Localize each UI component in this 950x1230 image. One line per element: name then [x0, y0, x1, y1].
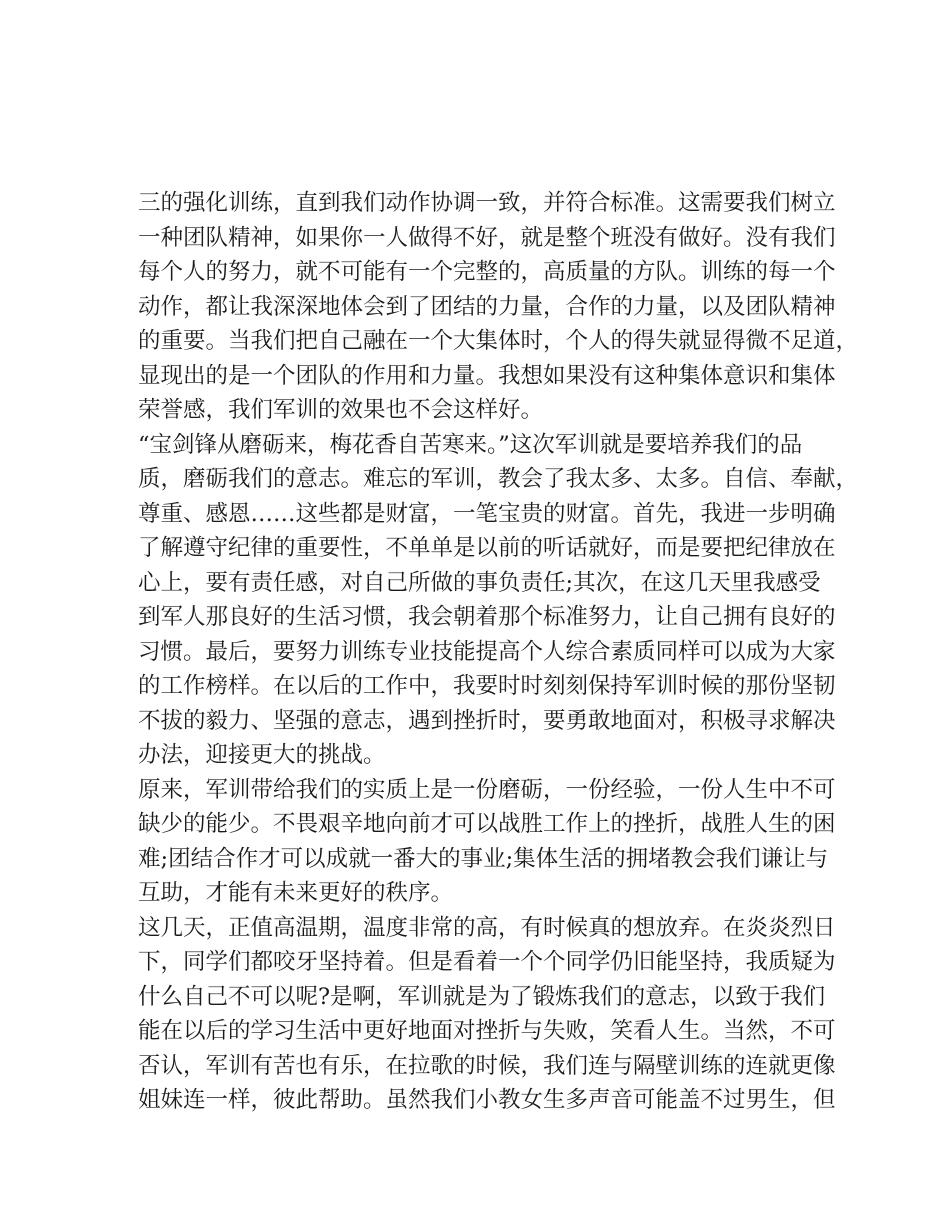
text-line: 显现出的是一个团队的作用和力量。我想如果没有这种集体意识和集体: [138, 362, 836, 389]
text-line: 能在以后的学习生活中更好地面对挫折与失败，笑看人生。当然，不可: [138, 1018, 836, 1044]
text-line: 荣誉感，我们军训的效果也不会这样好。: [138, 397, 544, 423]
text-line: 不拔的毅力、坚强的意志，遇到挫折时，要勇敢地面对，积极寻求解决: [138, 707, 836, 734]
text-line: 动作，都让我深深地体会到了团结的力量，合作的力量，以及团队精神: [138, 293, 836, 320]
text-line: “宝剑锋从磨砺来，梅花香自苦寒来。”这次军训就是要培养我们的品: [138, 431, 803, 458]
body-text: [138, 186, 859, 1118]
text-line: 尊重、感恩……这些都是财富，一笔宝贵的财富。首先，我进一步明确: [138, 500, 836, 527]
text-line: 这几天，正值高温期，温度非常的高，有时候真的想放弃。在炎炎烈日: [138, 914, 836, 941]
text-line: 原来，军训带给我们的实质上是一份磨砺，一份经验，一份人生中不可: [138, 776, 836, 803]
text-line: 了解遵守纪律的重要性，不单单是以前的听话就好，而是要把纪律放在: [138, 535, 836, 561]
text-line: 的重要。当我们把自己融在一个大集体时，个人的得失就显得微不足道，: [138, 328, 859, 354]
text-line: 习惯。最后，要努力训练专业技能提高个人综合素质同样可以成为大家: [138, 638, 836, 665]
text-line: 姐妹连一样，彼此帮助。虽然我们小教女生多声音可能盖不过男生，但: [138, 1087, 836, 1113]
text-line: 到军人那良好的生活习惯，我会朝着那个标准努力，让自己拥有良好的: [138, 604, 836, 630]
text-line: 三的强化训练，直到我们动作协调一致，并符合标准。这需要我们树立: [138, 190, 836, 216]
text-line: 质，磨砺我们的意志。难忘的军训，教会了我太多、太多。自信、奉献，: [138, 466, 859, 492]
text-line: 否认，军训有苦也有乐，在拉歌的时候，我们连与隔壁训练的连就更像: [138, 1052, 836, 1079]
text-line: 心上，要有责任感，对自己所做的事负责任;其次，在这几天里我感受: [138, 569, 821, 596]
text-line: 互助，才能有未来更好的秩序。: [138, 880, 454, 906]
text-line: 缺少的能少。不畏艰辛地向前才可以战胜工作上的挫折，战胜人生的困: [138, 811, 836, 837]
text-line: 一种团队精神，如果你一人做得不好，就是整个班没有做好。没有我们: [138, 224, 836, 251]
text-line: 什么自己不可以呢?是啊，军训就是为了锻炼我们的意志，以致于我们: [138, 983, 826, 1010]
text-line: 的工作榜样。在以后的工作中，我要时时刻刻保持军训时候的那份坚韧: [138, 673, 836, 699]
text-line: 办法，迎接更大的挑战。: [138, 742, 386, 768]
text-line: 每个人的努力，就不可能有一个完整的，高质量的方队。训练的每一个: [138, 259, 836, 285]
text-line: 下，同学们都咬牙坚持着。但是看着一个个同学仍旧能坚持，我质疑为: [138, 949, 836, 975]
text-line: 难;团结合作才可以成就一番大的事业;集体生活的拥堵教会我们谦让与: [138, 845, 829, 872]
